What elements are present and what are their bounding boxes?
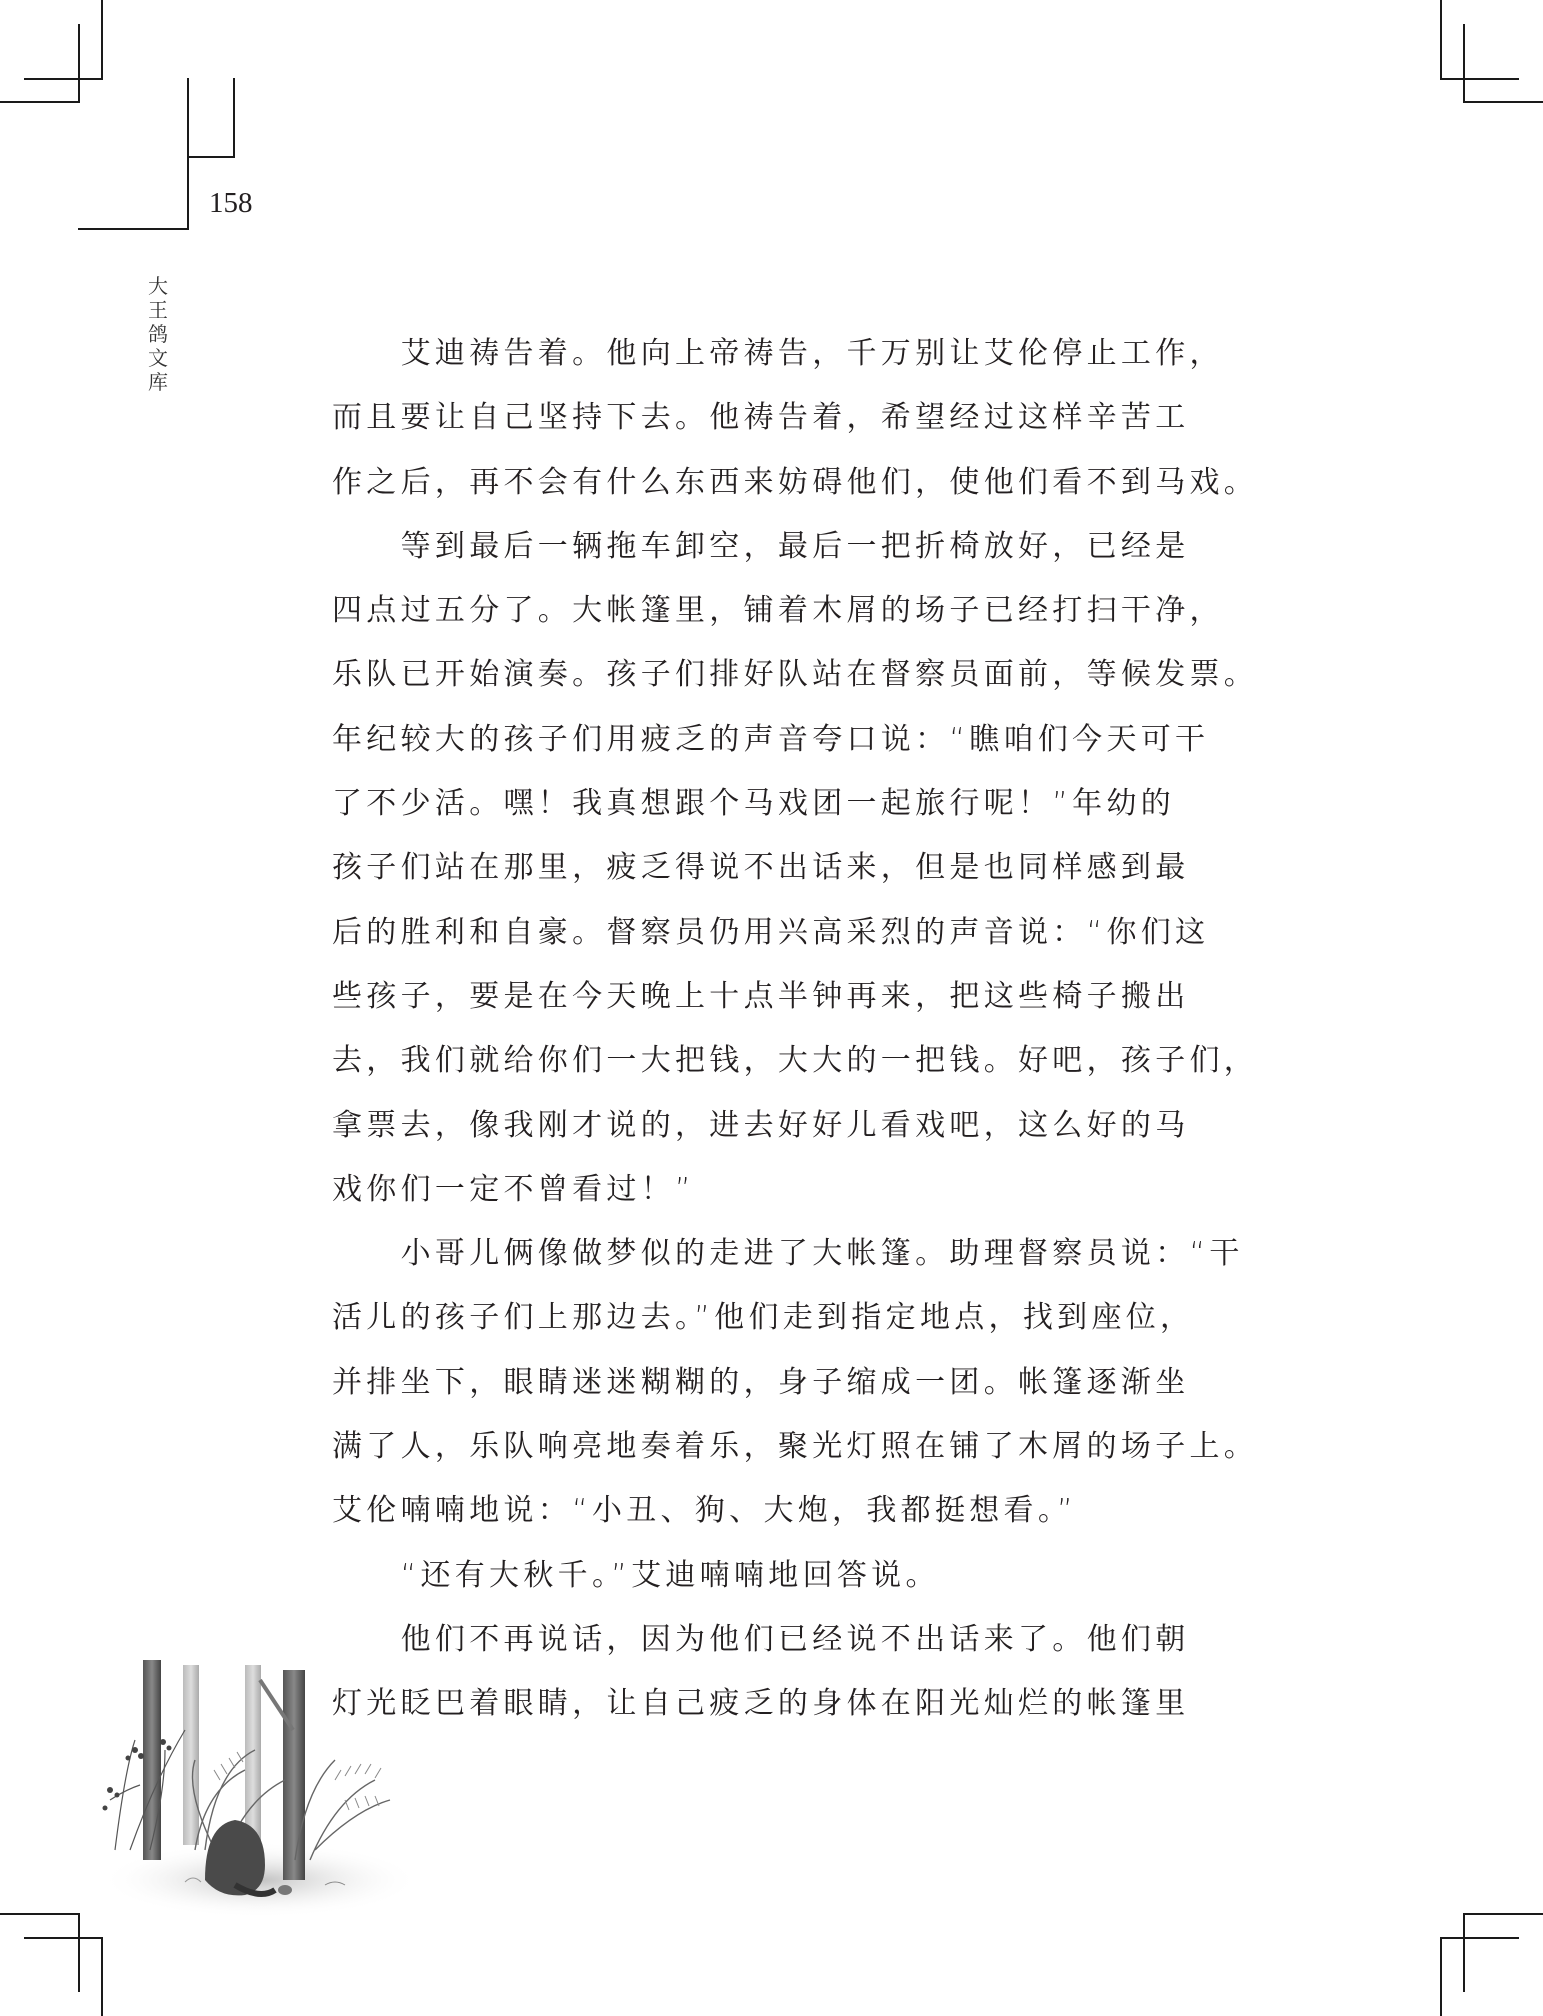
text-line: 了不少活。嘿！我真想跟个马戏团一起旅行呢！”年幼的 — [332, 786, 1176, 822]
text-line: 小哥儿俩像做梦似的走进了大帐篷。助理督察员说：“干 — [332, 1236, 1244, 1272]
text-line: 艾伦喃喃地说：“小丑、狗、大炮，我都挺想看。” — [332, 1493, 1077, 1529]
series-title-char: 鸽 — [148, 322, 168, 346]
text-line: 灯光眨巴着眼睛，让自己疲乏的身体在阳光灿烂的帐篷里 — [332, 1686, 1190, 1722]
text-line: 活儿的孩子们上那边去。”他们走到指定地点，找到座位， — [332, 1300, 1195, 1336]
crop-mark-line — [1440, 1937, 1442, 2016]
body-text — [332, 322, 1259, 1737]
text-line: 作之后，再不会有什么东西来妨碍他们，使他们看不到马戏。 — [332, 464, 1259, 500]
text-line: 拿票去，像我刚才说的，进去好好儿看戏吧，这么好的马 — [332, 1107, 1190, 1143]
text-line: 并排坐下，眼睛迷迷糊糊的，身子缩成一团。帐篷逐渐坐 — [332, 1364, 1190, 1400]
text-line: 满了人，乐队响亮地奏着乐，聚光灯照在铺了木屑的场子上。 — [332, 1429, 1259, 1465]
header-rule — [78, 228, 189, 230]
text-line: 四点过五分了。大帐篷里，铺着木屑的场子已经打扫干净， — [332, 593, 1224, 629]
crop-mark-line — [1463, 1913, 1543, 1915]
forest-sketch-icon — [95, 1650, 415, 1920]
header-rule — [187, 156, 235, 158]
text-line: “还有大秋千。”艾迪喃喃地回答说。 — [332, 1557, 940, 1593]
series-title-char: 王 — [148, 298, 168, 322]
header-rule — [187, 78, 189, 230]
forest-illustration — [95, 1650, 415, 1920]
crop-mark-line — [1463, 101, 1543, 103]
text-line: 后的胜利和自豪。督察员仍用兴高采烈的声音说：“你们这 — [332, 914, 1210, 950]
series-title-vertical — [146, 274, 170, 394]
text-line: 他们不再说话，因为他们已经说不出话来了。他们朝 — [332, 1621, 1190, 1657]
crop-mark-line — [24, 1937, 103, 1939]
crop-mark-line — [1463, 1913, 1465, 1992]
crop-mark-line — [1440, 1937, 1519, 1939]
crop-mark-line — [101, 0, 103, 79]
crop-mark-line — [78, 24, 80, 103]
crop-mark-line — [0, 1913, 80, 1915]
text-line: 年纪较大的孩子们用疲乏的声音夸口说：“瞧咱们今天可干 — [332, 721, 1210, 757]
text-line: 艾迪祷告着。他向上帝祷告，千万别让艾伦停止工作， — [332, 336, 1224, 371]
crop-mark-line — [1463, 24, 1465, 103]
text-line: 孩子们站在那里，疲乏得说不出话来，但是也同样感到最 — [332, 850, 1190, 886]
text-line: 些孩子，要是在今天晚上十点半钟再来，把这些椅子搬出 — [332, 978, 1190, 1014]
text-line: 乐队已开始演奏。孩子们排好队站在督察员面前，等候发票。 — [332, 657, 1259, 693]
header-rule — [233, 78, 235, 158]
series-title-char: 大 — [148, 274, 168, 298]
crop-mark-line — [0, 101, 80, 103]
crop-mark-line — [1440, 0, 1442, 79]
text-line: 去，我们就给你们一大把钱，大大的一把钱。好吧，孩子们， — [332, 1043, 1259, 1079]
crop-mark-line — [101, 1937, 103, 2016]
page-number: 158 — [209, 187, 253, 219]
crop-mark-line — [1440, 78, 1519, 80]
series-title-char: 库 — [148, 370, 168, 394]
text-line: 等到最后一辆拖车卸空，最后一把折椅放好，已经是 — [332, 528, 1190, 564]
series-title-char: 文 — [148, 346, 168, 370]
text-line: 而且要让自己坚持下去。他祷告着，希望经过这样辛苦工 — [332, 400, 1190, 436]
crop-mark-line — [78, 1913, 80, 1992]
text-line: 戏你们一定不曾看过！” — [332, 1171, 695, 1207]
crop-mark-line — [24, 78, 103, 80]
